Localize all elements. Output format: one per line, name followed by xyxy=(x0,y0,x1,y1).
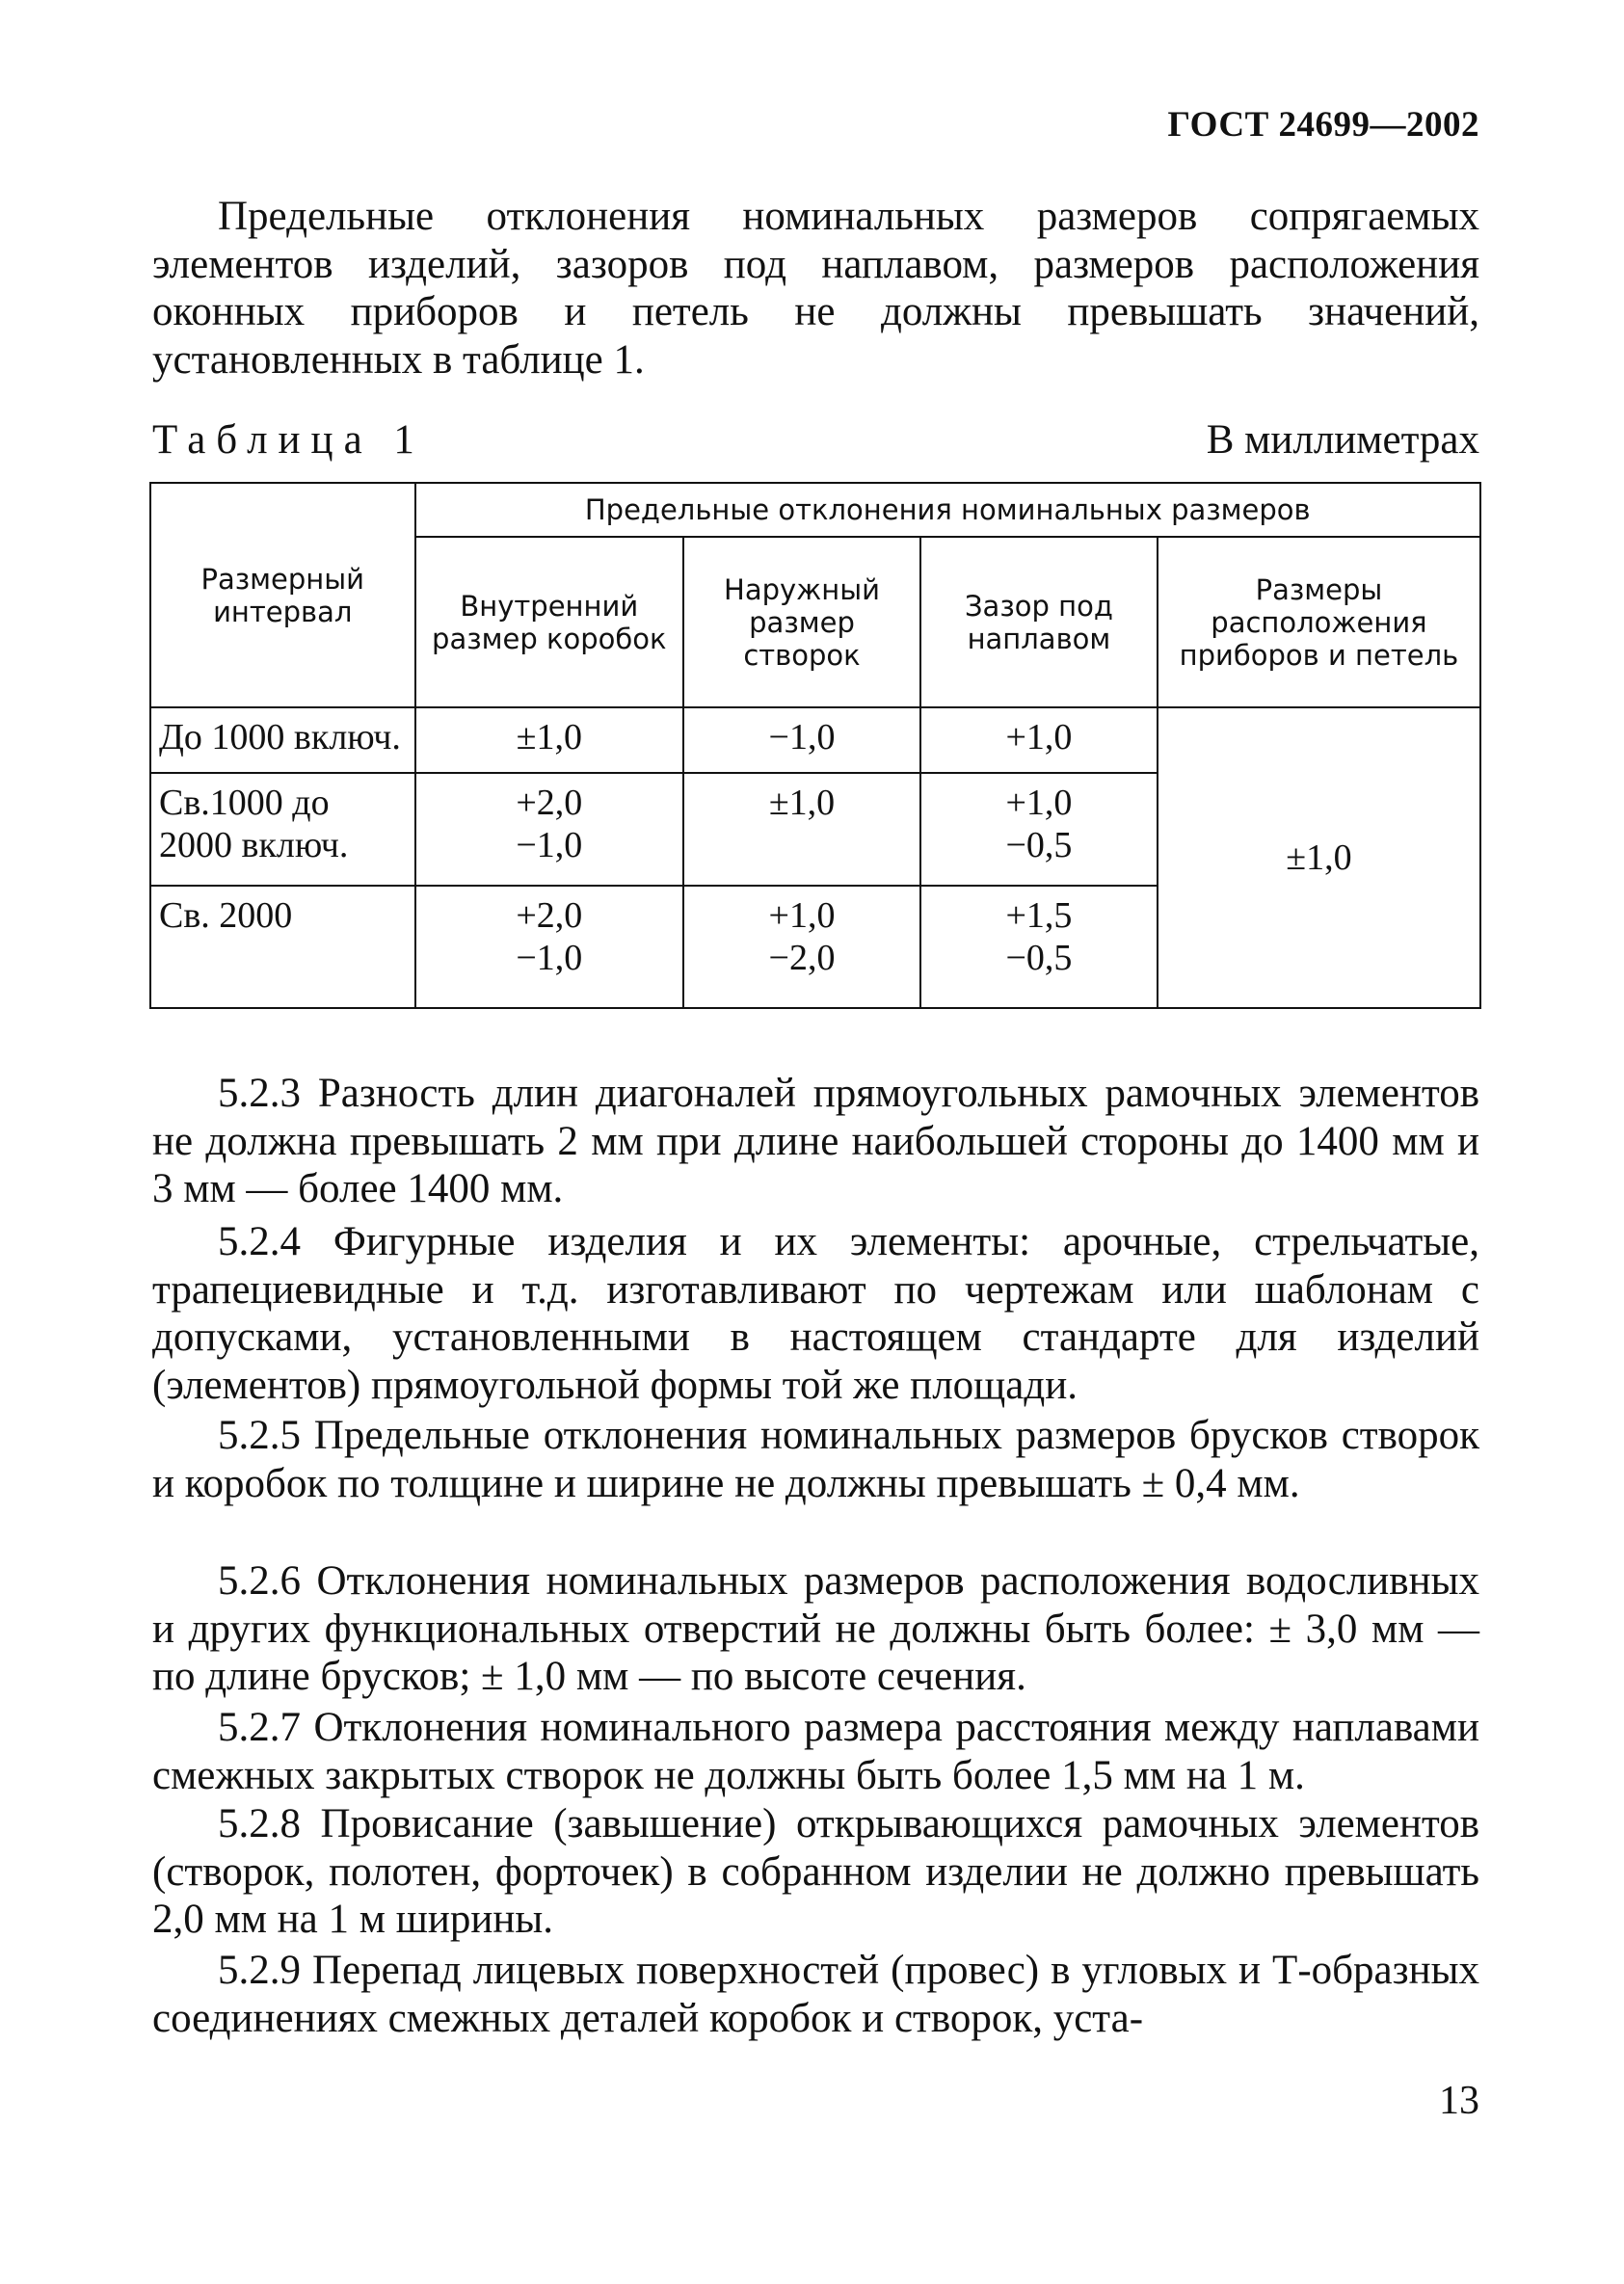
cell-outer: +1,0 −2,0 xyxy=(683,886,920,1008)
cell-outer: ±1,0 xyxy=(683,773,920,886)
table-row xyxy=(150,707,1480,773)
cell-inner: +2,0 −1,0 xyxy=(415,886,684,1008)
cell-outer: −1,0 xyxy=(683,707,920,773)
standard-code-header: ГОСТ 24699—2002 xyxy=(1167,105,1479,145)
clause-5-2-9: 5.2.9 Перепад лицевых поверхностей (провес) в угловых и Т-образных соединениях смежных деталей коробок и створок, уста- xyxy=(152,1948,1479,2041)
tolerance-table xyxy=(149,482,1481,1009)
interval-column-header: Размерный интервал xyxy=(150,483,415,707)
table-label: Таблица 1 xyxy=(152,417,425,463)
cell-inner: +2,0 −1,0 xyxy=(415,773,684,886)
column-header-inner: Внутренний размер коробок xyxy=(415,537,684,708)
column-header-gap: Зазор под наплавом xyxy=(920,537,1158,708)
table-caption xyxy=(152,416,1479,464)
clause-5-2-6: 5.2.6 Отклонения номинальных размеров расположения водосливных и других функциональных отверстий не должны быть более: ± 3,0 мм — по длине брусков; ± 1,0 мм — по высоте сечения. xyxy=(152,1558,1479,1699)
intro-paragraph: Предельные отклонения номинальных размеров сопрягаемых элементов изделий, зазоров под наплавом, размеров расположения оконных приборов и петель не должны превышать значений, установленных в таблице 1. xyxy=(152,194,1479,383)
cell-inner: ±1,0 xyxy=(415,707,684,773)
cell-placement-merged: ±1,0 xyxy=(1158,707,1480,1008)
cell-gap: +1,5 −0,5 xyxy=(920,886,1158,1008)
page-number: 13 xyxy=(1439,2079,1479,2123)
cell-gap: +1,0 −0,5 xyxy=(920,773,1158,886)
row-interval: Св.1000 до 2000 включ. xyxy=(150,773,415,886)
clause-5-2-3: 5.2.3 Разность длин диагоналей прямоугольных рамочных элементов не должна превышать 2 мм при длине наибольшей стороны до 1400 мм и 3 мм — более 1400 мм. xyxy=(152,1071,1479,1211)
clause-5-2-4: 5.2.4 Фигурные изделия и их элементы: арочные, стрельчатые, трапециевидные и т.д. изготавливают по чертежам или шаблонам с допусками, установленными в настоящем стандарте для изделий (элементов) прямоугольной формы той же площади. xyxy=(152,1219,1479,1408)
clause-5-2-7: 5.2.7 Отклонения номинального размера расстояния между наплавами смежных закрытых створок не должны быть более 1,5 мм на 1 м. xyxy=(152,1705,1479,1798)
clause-5-2-8: 5.2.8 Провисание (завышение) открывающихся рамочных элементов (створок, полотен, форточек) в собранном изделии не должно превышать 2,0 мм на 1 м ширины. xyxy=(152,1801,1479,1942)
cell-gap: +1,0 xyxy=(920,707,1158,773)
column-header-outer: Наружный размер створок xyxy=(683,537,920,708)
group-column-header: Предельные отклонения номинальных размеров xyxy=(415,483,1480,537)
row-interval: Св. 2000 xyxy=(150,886,415,1008)
table-unit: В миллиметрах xyxy=(1206,417,1479,463)
row-interval: До 1000 включ. xyxy=(150,707,415,773)
clause-5-2-5: 5.2.5 Предельные отклонения номинальных размеров брусков створок и коробок по толщине и ширине не должны превышать ± 0,4 мм. xyxy=(152,1413,1479,1506)
column-header-placement: Размеры расположения приборов и петель xyxy=(1158,537,1480,708)
